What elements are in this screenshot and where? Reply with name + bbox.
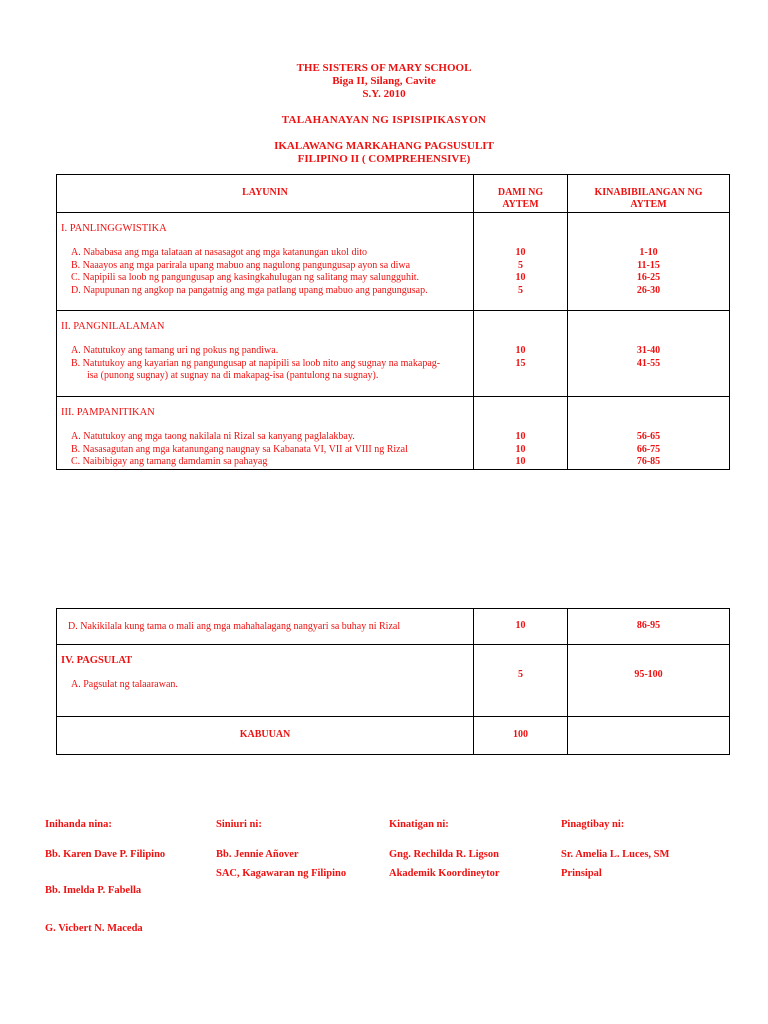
specification-table — [56, 174, 730, 470]
header-dami-line1: DAMI NG — [497, 187, 544, 198]
approved-role: Prinsipal — [561, 868, 602, 879]
header-layunin: LAYUNIN — [57, 175, 474, 213]
item-count: 5 — [518, 284, 523, 296]
approved-name: Sr. Amelia L. Luces, SM — [561, 849, 670, 860]
table-header-row — [57, 175, 730, 213]
header-dami-line2: AYTEM — [502, 199, 539, 210]
table-row — [57, 311, 730, 397]
section-cell — [57, 645, 474, 717]
item-range: 16-25 — [636, 272, 661, 283]
item-count: 10 — [515, 456, 526, 467]
item-range: 66-75 — [636, 443, 661, 455]
table-row — [57, 397, 730, 470]
item-count: 5 — [518, 669, 523, 680]
count-cell — [474, 645, 568, 717]
range-cell — [568, 397, 730, 470]
section-items — [71, 679, 473, 692]
school-name: THE SISTERS OF MARY SCHOOL — [296, 62, 472, 74]
list-item: B. Natutukoy ang kayarian ng pangungusap at napipili sa loob nito ang sugnay na makapag- — [71, 357, 441, 369]
header-kinabibilangan — [568, 175, 730, 213]
prepared-name-1: Bb. Karen Dave P. Filipino — [45, 849, 166, 860]
list-item: A. Natutukoy ang mga taong nakilala ni Rizal sa kanyang paglalakbay. — [71, 431, 355, 442]
section-cell — [57, 311, 474, 397]
total-empty-cell — [568, 717, 730, 755]
list-item: B. Nasasagutan ang mga katanungang naugnay sa Kabanata VI, VII at VIII ng Rizal — [71, 443, 408, 455]
item-count: 10 — [515, 247, 526, 258]
item-count: 10 — [515, 345, 526, 356]
list-item: B. Naaayos ang mga parirala upang mabuo ang nagulong pangungusap ayon sa diwa — [71, 259, 411, 271]
prepared-name-2: Bb. Imelda P. Fabella — [45, 885, 142, 896]
count-cell — [474, 397, 568, 470]
table-row — [57, 609, 730, 645]
item-count: 10 — [515, 620, 526, 632]
header-dami — [474, 175, 568, 213]
checked-name: Bb. Jennie Añover — [216, 849, 299, 860]
item-range: 86-95 — [636, 620, 661, 632]
item-count: 10 — [515, 272, 526, 283]
range-cell — [568, 213, 730, 311]
item-range: 1-10 — [639, 247, 658, 258]
table-row — [57, 645, 730, 717]
list-item: C. Naibibigay ang tamang damdamin sa pahayag — [71, 456, 268, 467]
school-address: Biga II, Silang, Cavite — [332, 75, 436, 87]
list-item: C. Napipili sa loob ng pangungusap ang kasingkahulugan ng salitang may salungguhit. — [71, 272, 420, 283]
approved-label: Pinagtibay ni: — [561, 819, 625, 830]
count-cell — [474, 311, 568, 397]
range-cell — [568, 311, 730, 397]
list-item: A. Pagsulat ng talaarawan. — [71, 679, 178, 690]
exam-title: IKALAWANG MARKAHANG PAGSUSULIT — [274, 140, 494, 152]
range-cell — [568, 609, 730, 645]
item-d-cell — [57, 609, 474, 645]
item-range: 26-30 — [636, 284, 661, 296]
doc-title: TALAHANAYAN NG ISPISIPIKASYON — [281, 114, 487, 126]
section-title: II. PANGNILALAMAN — [61, 321, 165, 332]
total-row — [57, 717, 730, 755]
section-items — [71, 345, 473, 383]
list-item: D. Nakikilala kung tama o mali ang mga mahahalagang nangyari sa buhay ni Rizal — [68, 621, 401, 632]
item-range: 11-15 — [637, 259, 660, 271]
checked-role: SAC, Kagawaran ng Filipino — [216, 868, 347, 879]
item-range: 41-55 — [636, 357, 661, 369]
school-year: S.Y. 2010 — [362, 88, 406, 100]
total-count: 100 — [474, 717, 568, 755]
header-kina-line2: AYTEM — [630, 199, 667, 210]
noted-name: Gng. Rechilda R. Ligson — [389, 849, 499, 860]
item-count: 10 — [515, 443, 526, 455]
section-items — [71, 431, 473, 469]
item-count: 15 — [515, 357, 526, 369]
noted-role: Akademik Koordineytor — [389, 868, 500, 879]
item-range: 95-100 — [634, 669, 663, 680]
section-title: I. PANLINGGWISTIKA — [61, 223, 167, 234]
noted-label: Kinatigan ni: — [389, 819, 449, 830]
section-title: IV. PAGSULAT — [61, 655, 133, 666]
section-title: III. PAMPANITIKAN — [61, 407, 155, 418]
list-item: A. Natutukoy ang tamang uri ng pokus ng pandiwa. — [71, 345, 279, 356]
range-cell — [568, 645, 730, 717]
document-header — [0, 62, 768, 166]
subject-title: FILIPINO II ( COMPREHENSIVE) — [297, 153, 471, 165]
prepared-label: Inihanda nina: — [45, 819, 112, 830]
header-kina-line1: KINABIBILANGAN NG — [594, 187, 703, 198]
section-items — [71, 247, 473, 297]
count-cell — [474, 609, 568, 645]
section-cell — [57, 397, 474, 470]
count-cell — [474, 213, 568, 311]
list-item: A. Nababasa ang mga talataan at nasasagot ang mga katanungan ukol dito — [71, 247, 368, 258]
section-cell — [57, 213, 474, 311]
specification-table-continued — [56, 608, 730, 755]
checked-label: Siniuri ni: — [216, 819, 262, 830]
list-item-continued: isa (punong sugnay) at sugnay na di makapag-isa (pantulong na sugnay). — [87, 370, 379, 381]
total-label: KABUUAN — [57, 717, 474, 755]
list-item: D. Napupunan ng angkop na pangatnig ang mga patlang upang mabuo ang pangungusap. — [71, 284, 428, 296]
prepared-name-3: G. Vicbert N. Maceda — [45, 923, 143, 934]
table-row — [57, 213, 730, 311]
item-range: 31-40 — [636, 345, 661, 356]
item-count: 10 — [515, 431, 526, 442]
item-range: 76-85 — [636, 456, 661, 467]
item-count: 5 — [518, 259, 523, 271]
item-range: 56-65 — [636, 431, 661, 442]
